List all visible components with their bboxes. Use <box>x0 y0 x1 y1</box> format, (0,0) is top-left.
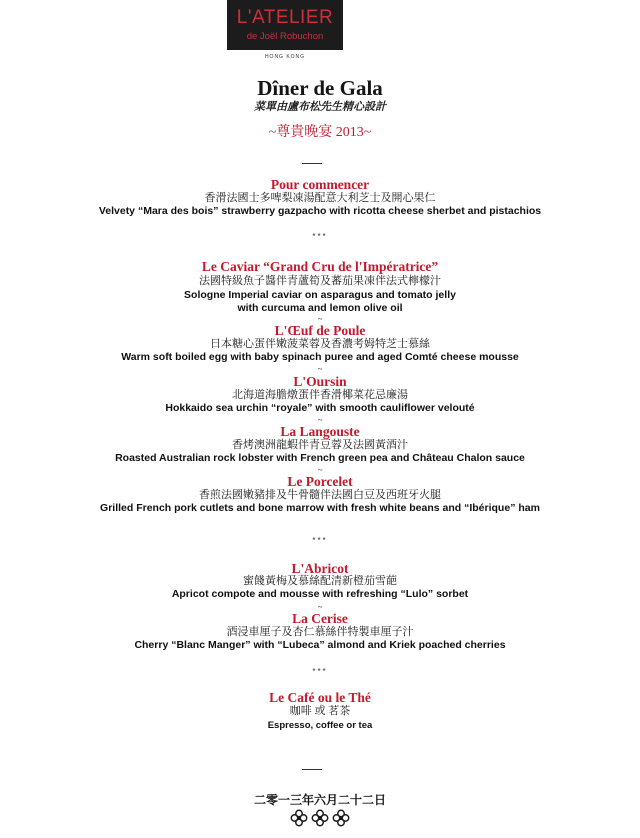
flower-icon <box>332 809 350 827</box>
menu-title: Dîner de Gala <box>257 76 383 100</box>
section-separator: *** <box>312 667 328 676</box>
course-title: Pour commencer <box>270 177 370 192</box>
course-title: L'Abricot <box>291 561 349 576</box>
course-description-english: Grilled French pork cutlets and bone marrow with fresh white beans and “Ibérique” ham <box>100 502 540 514</box>
course-title: Le Porcelet <box>287 474 353 489</box>
course-description-english: Espresso, coffee or tea <box>267 720 373 731</box>
flower-icon <box>290 809 308 827</box>
course-description-chinese: 法國特級魚子醬伴青蘆筍及蕃茄果凍伴法式檸檬汁 <box>199 275 441 287</box>
course-description-english: with curcuma and lemon olive oil <box>237 302 403 314</box>
course-title: La Cerise <box>292 611 348 626</box>
michelin-flowers <box>0 809 640 827</box>
flower-icon <box>311 809 329 827</box>
course-separator: ~ <box>317 602 323 612</box>
course-description-chinese: 日本糖心蛋伴嫩菠菜蓉及香濃考姆特芝士慕絲 <box>210 338 430 350</box>
course-separator: ~ <box>317 415 323 425</box>
course-title: L'Oursin <box>293 374 347 389</box>
logo-city-text: HONG KONG <box>264 54 306 60</box>
course-description-english: Cherry “Blanc Manger” with “Lubeca” almond and Kriek poached cherries <box>134 639 506 651</box>
course-separator: ~ <box>317 465 323 475</box>
divider-line <box>302 769 322 770</box>
restaurant-logo <box>227 0 343 50</box>
course-description-chinese: 北海道海膽燉蛋伴香滑椰菜花忌廉湯 <box>232 389 408 401</box>
course-description-chinese: 咖啡 或 茗茶 <box>289 705 351 717</box>
course-description-english: Apricot compote and mousse with refreshing “Lulo” sorbet <box>171 588 469 600</box>
course-description-chinese: 蜜餞黃梅及慕絲配清新橙茄雪葩 <box>243 575 397 587</box>
course-description-english: Warm soft boiled egg with baby spinach puree and aged Comté cheese mousse <box>121 351 519 363</box>
section-separator: *** <box>312 232 328 241</box>
course-description-english: Sologne Imperial caviar on asparagus and tomato jelly <box>184 289 456 301</box>
course-separator: ~ <box>317 314 323 324</box>
event-date-chinese: 二零一三年六月二十二日 <box>253 793 386 807</box>
divider-line <box>302 163 322 164</box>
course-title: La Langouste <box>280 424 360 439</box>
course-title: Le Caviar “Grand Cru de l'Impératrice” <box>201 259 439 274</box>
course-description-english: Hokkaido sea urchin “royale” with smooth cauliflower velouté <box>165 402 475 414</box>
course-description-english: Velvety “Mara des bois” strawberry gazpacho with ricotta cheese sherbet and pistachios <box>98 205 542 217</box>
course-description-english: Roasted Australian rock lobster with French green pea and Château Chalon sauce <box>115 452 525 464</box>
course-title: Le Café ou le Thé <box>269 690 371 705</box>
course-description-chinese: 香煎法國嫩豬排及牛骨髓伴法國白豆及西班牙火腿 <box>199 489 441 501</box>
course-description-chinese: 香烤澳洲龍蝦伴青豆蓉及法國黃酒汁 <box>232 439 408 451</box>
logo-sub-text: de Joël Robuchon <box>246 31 324 42</box>
course-description-chinese: 香滑法國士多啤梨凍湯配意大利芝士及開心果仁 <box>204 192 436 204</box>
menu-subtitle-chinese: 菜單由盧布松先生精心設計 <box>254 101 386 113</box>
logo-main-text: L'ATELIER <box>236 7 334 28</box>
course-title: L'Œuf de Poule <box>274 323 366 338</box>
event-name: ~尊貴晚宴 2013~ <box>268 125 372 140</box>
section-separator: *** <box>312 536 328 545</box>
course-description-chinese: 酒浸車厘子及杏仁慕絲伴特製車厘子汁 <box>226 626 414 638</box>
course-separator: ~ <box>317 364 323 374</box>
